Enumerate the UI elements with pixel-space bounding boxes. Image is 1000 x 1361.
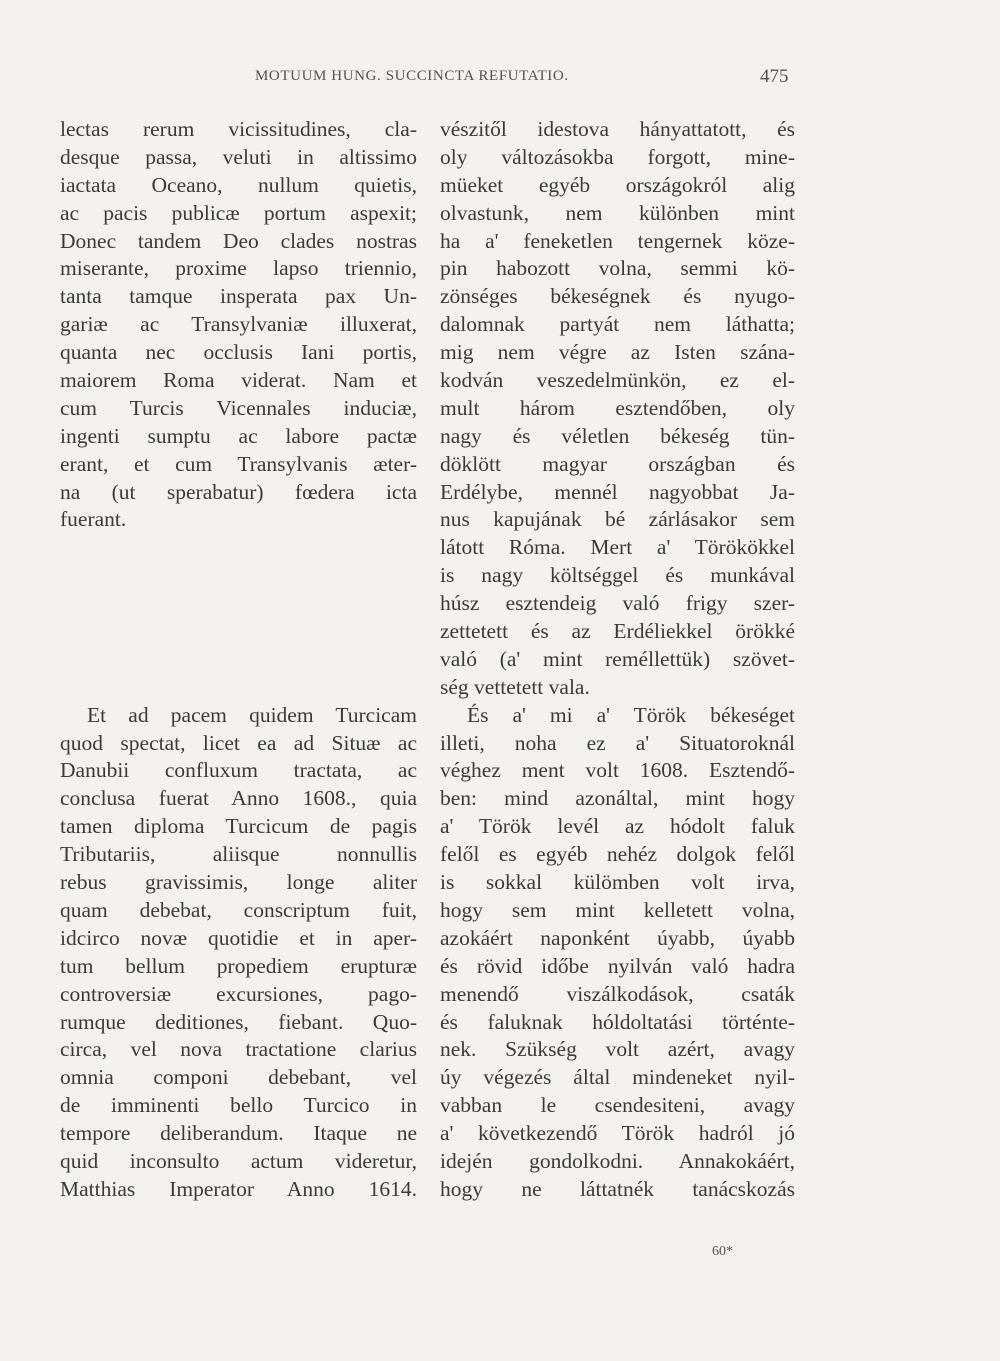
text-line: lectas rerum vicissitudines, cla- (60, 117, 417, 141)
text-line: quod spectat, licet ea ad Situæ ac (60, 730, 417, 755)
right-column-hungarian (440, 116, 795, 1204)
text-line: vabban le csendesiteni, avagy (440, 1093, 795, 1118)
paragraph-gap (60, 618, 417, 646)
text-line: illeti, noha ez a' Situatoroknál (440, 730, 795, 755)
text-line: kodván veszedelmünkön, ez el- (440, 368, 795, 393)
text-line: nus kapujának bé zárlásakor sem (440, 507, 795, 532)
text-line: circa, vel nova tractatione clarius (60, 1037, 417, 1062)
text-line: quanta nec occlusis Iani portis, (60, 340, 417, 365)
text-line: de imminenti bello Turcico in (60, 1093, 417, 1118)
text-line: menendő viszálkodások, csaták (440, 981, 795, 1006)
paragraph-gap (60, 562, 417, 590)
paragraph-gap (60, 646, 417, 674)
right-paragraph-1 (440, 116, 795, 702)
text-line: ac pacis publicæ portum aspexit; (60, 200, 417, 225)
text-line: quam debebat, conscriptum fuit, (60, 897, 417, 922)
text-line: Tributariis, aliisque nonnullis (60, 842, 417, 867)
text-line: quid inconsulto actum videretur, (60, 1148, 417, 1173)
text-line: Et ad pacem quidem Turcicam (87, 702, 417, 727)
text-line: ingenti sumptu ac labore pactæ (60, 423, 417, 448)
text-line: ben: mind azonáltal, mint hogy (440, 786, 795, 811)
left-paragraph-1 (60, 116, 417, 534)
text-line: miserante, proxime lapso triennio, (60, 256, 417, 281)
text-line: zettetett és az Erdéliekkel örökké (440, 619, 795, 644)
text-line: És a' mi a' Török békeséget (467, 702, 795, 727)
paragraph-gap (60, 590, 417, 618)
text-line: húsz esztendeig való frigy szer- (440, 591, 795, 616)
text-line: és faluknak hóldoltatási történte- (440, 1009, 795, 1034)
paragraph-gap (60, 534, 417, 562)
text-line: maiorem Roma viderat. Nam et (60, 368, 417, 393)
text-line: felől es egyéb nehéz dolgok felől (440, 842, 795, 867)
text-line: véghez ment volt 1608. Esztendő- (440, 758, 795, 783)
paragraph-gap (60, 674, 417, 702)
text-line: zönséges békeségnek és nyugo- (440, 284, 795, 309)
text-line: Erdélybe, mennél nagyobbat Ja- (440, 479, 795, 504)
text-line: ha a' feneketlen tengernek köze- (440, 228, 795, 253)
text-line: tum bellum propediem erupturæ (60, 953, 417, 978)
text-line: nek. Szükség volt azért, avagy (440, 1037, 795, 1062)
text-line: azokáért naponként úyabb, úyabb (440, 925, 795, 950)
text-line: rumque deditiones, fiebant. Quo- (60, 1009, 417, 1034)
text-line: Danubii confluxum tractata, ac (60, 758, 417, 783)
text-line: iactata Oceano, nullum quietis, (60, 172, 417, 197)
text-line: döklött magyar országban és (440, 451, 795, 476)
page-number: 475 (760, 66, 789, 87)
left-paragraph-2 (60, 702, 417, 1204)
text-line: való (a' mint reméllettük) szövet- (440, 646, 795, 671)
text-line: és rövid időbe nyilván való hadra (440, 953, 795, 978)
text-line: conclusa fuerat Anno 1608., quia (60, 786, 417, 811)
text-line: dalomnak partyát nem láthatta; (440, 312, 795, 337)
text-line: olvastunk, nem különben mint (440, 200, 795, 225)
text-line: idcirco novæ quotidie et in aper- (60, 925, 417, 950)
text-line: controversiæ excursiones, pago- (60, 981, 417, 1006)
text-line: a' Török levél az hódolt faluk (440, 814, 795, 839)
running-title: MOTUUM HUNG. SUCCINCTA REFUTATIO. (255, 68, 569, 84)
text-line: oly változásokba forgott, mine- (440, 144, 795, 169)
text-line: desque passa, veluti in altissimo (60, 144, 417, 169)
text-line: gariæ ac Transylvaniæ illuxerat, (60, 312, 417, 337)
right-paragraph-2 (440, 702, 795, 1204)
text-line: cum Turcis Vicennales induciæ, (60, 395, 417, 420)
text-line: úy végezés által mindeneket nyil- (440, 1065, 795, 1090)
text-line: erant, et cum Transylvanis æter- (60, 451, 417, 476)
text-line: müeket egyéb országokról alig (440, 172, 795, 197)
text-line: is sokkal külömben volt irva, (440, 870, 795, 895)
text-line: Matthias Imperator Anno 1614. (60, 1176, 417, 1201)
left-column-latin (60, 116, 417, 1204)
text-line: tanta tamque insperata pax Un- (60, 284, 417, 309)
text-line: tempore deliberandum. Itaque ne (60, 1121, 417, 1146)
text-line: mig nem végre az Isten szána- (440, 340, 795, 365)
text-line: hogy ne láttatnék tanácskozás (440, 1176, 795, 1201)
text-line: rebus gravissimis, longe aliter (60, 870, 417, 895)
text-line: ség vettetett vala. (440, 674, 590, 699)
text-line: idején gondolkodni. Annakokáért, (440, 1148, 795, 1173)
text-line: tamen diploma Turcicum de pagis (60, 814, 417, 839)
text-line: Donec tandem Deo clades nostras (60, 228, 417, 253)
text-line: vészitől idestova hányattatott, és (440, 117, 795, 141)
text-line: is nagy költséggel és munkával (440, 563, 795, 588)
text-line: látott Róma. Mert a' Törökökkel (440, 535, 795, 560)
text-line: pin habozott volna, semmi kö- (440, 256, 795, 281)
text-line: mult három esztendőben, oly (440, 395, 795, 420)
printer-signature-mark: 60* (712, 1244, 733, 1259)
text-line: hogy sem mint kelletett volna, (440, 897, 795, 922)
text-line: fuerant. (60, 507, 127, 532)
text-line: na (ut sperabatur) fœdera icta (60, 479, 417, 504)
text-line: a' következendő Török hadról jó (440, 1121, 795, 1146)
text-line: omnia componi debebant, vel (60, 1065, 417, 1090)
text-line: nagy és véletlen békeség tün- (440, 423, 795, 448)
